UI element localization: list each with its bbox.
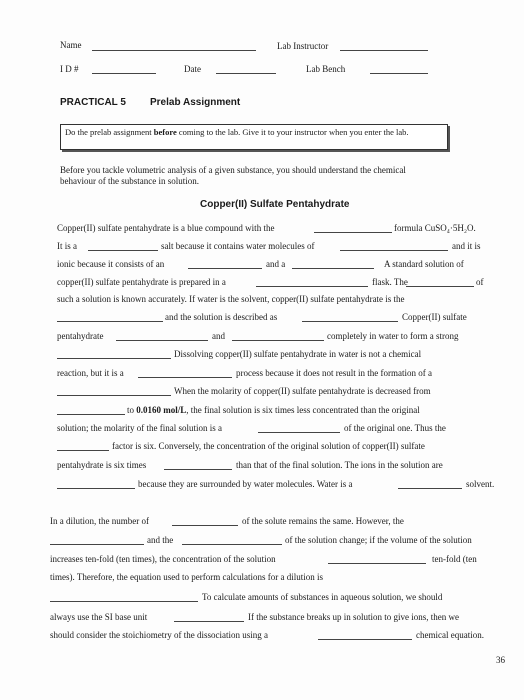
blank-dilution[interactable]	[57, 450, 109, 451]
blank-water-of[interactable]	[340, 250, 448, 251]
blank-concentration[interactable]	[182, 544, 282, 545]
p1-line7-c: completely in water to form a strong	[327, 331, 459, 341]
blank-solvent-type[interactable]	[398, 488, 462, 489]
blank-fraction[interactable]	[258, 432, 340, 433]
p1-line10: When the molarity of copper(II) sulfate pentahydrate is decreased from	[174, 386, 431, 396]
blank-equation-type[interactable]	[318, 639, 412, 640]
p1-line6-a: and the solution is described as	[165, 312, 278, 322]
blank-dilution-equation[interactable]	[50, 601, 198, 602]
blank-electrolyte[interactable]	[57, 358, 171, 359]
p1-line5: such a solution is known accurately. If water is the solvent, copper(II) sulfate pentahydrate is the	[57, 294, 405, 304]
p1-line2-b: salt because it contains water molecules of	[161, 241, 315, 251]
date-label: Date	[184, 64, 201, 74]
blank-moles[interactable]	[172, 525, 238, 526]
blank-solute[interactable]	[57, 321, 163, 322]
p2-line6-a: always use the SI base unit	[50, 612, 148, 622]
p2-line7-a: should consider the stoichiometry of the dissociation using a	[50, 630, 268, 640]
p1-line12-a: solution; the molarity of the final solution is a	[57, 423, 222, 433]
p1-line2-a: It is a	[57, 241, 77, 251]
p2-line6-b: If the substance breaks up in solution to give ions, then we	[248, 612, 459, 622]
p1-line1-a: Copper(II) sulfate pentahydrate is a blue compound with the	[57, 223, 275, 233]
section-title: Copper(II) Sulfate Pentahydrate	[200, 199, 350, 210]
blank-solution-type[interactable]	[302, 321, 398, 322]
blank-dissociates[interactable]	[116, 340, 208, 341]
p1-line3-b: and a	[266, 259, 286, 269]
lab-instructor-label: Lab Instructor	[277, 41, 329, 51]
p2-line3-a: increases ten-fold (ten times), the concentration of the solution	[50, 554, 276, 564]
blank-ion-1[interactable]	[188, 268, 262, 269]
name-blank[interactable]	[92, 50, 256, 51]
blank-volume[interactable]	[50, 544, 144, 545]
p1-line15-a: because they are surrounded by water molecules. Water is a	[138, 479, 353, 489]
instruction-text: Do the prelab assignment before coming to the lab. Give it to your instructor when you enter the lab.	[65, 127, 409, 137]
blank-salt-type[interactable]	[88, 250, 158, 251]
p1-line9-b: process because it does not result in the formation of a	[236, 368, 432, 378]
lab-bench-blank[interactable]	[370, 73, 428, 74]
p1-line4-b: flask. The	[372, 277, 408, 287]
blank-original-molarity[interactable]	[57, 414, 125, 415]
p2-line1-a: In a dilution, the number of	[50, 516, 149, 526]
p2-line3-b: ten-fold (ten	[432, 554, 477, 564]
p1-line7-a: pentahydrate	[57, 331, 104, 341]
blank-new-substance[interactable]	[57, 395, 171, 396]
blank-greater[interactable]	[164, 469, 232, 470]
p1-line15-b: solvent.	[466, 479, 495, 489]
p2-line5: To calculate amounts of substances in aqueous solution, we should	[202, 592, 443, 602]
practical-number: PRACTICAL 5	[60, 97, 126, 108]
p1-line2-c: and it is	[452, 241, 481, 251]
p2-line7-b: chemical equation.	[416, 630, 484, 640]
p1-line14-b: than that of the final solution. The ions in the solution are	[236, 460, 443, 470]
p1-line3-c: A standard solution of	[384, 259, 464, 269]
blank-hydrated[interactable]	[57, 488, 135, 489]
lab-bench-label: Lab Bench	[306, 64, 346, 74]
id-label: I D #	[60, 64, 79, 74]
instruction-box	[60, 124, 448, 150]
id-blank[interactable]	[92, 73, 156, 74]
blank-quantity[interactable]	[406, 286, 474, 287]
p1-line6-b: Copper(II) sulfate	[402, 312, 467, 322]
p2-line2-b: of the solution change; if the volume of the solution	[285, 535, 472, 545]
lab-instructor-blank[interactable]	[340, 50, 428, 51]
p1-line1-b: formula CuSO₄·5H₂O.	[394, 223, 476, 233]
name-label: Name	[60, 40, 82, 50]
p1-line12-b: of the original one. Thus the	[344, 423, 446, 433]
date-blank[interactable]	[216, 73, 276, 74]
blank-decreases[interactable]	[328, 563, 426, 564]
p1-line3-a: ionic because it consists of an	[57, 259, 165, 269]
p1-line8: Dissolving copper(II) sulfate pentahydrate in water is not a chemical	[174, 349, 422, 359]
blank-ionizes[interactable]	[232, 340, 324, 341]
p1-line11: to 0.0160 mol/L, the final solution is six times less concentrated than the original	[127, 405, 420, 415]
blank-ion-2[interactable]	[292, 268, 374, 269]
p1-line4-a: copper(II) sulfate pentahydrate is prepared in a	[57, 277, 226, 287]
p2-line4: times). Therefore, the equation used to perform calculations for a dilution is	[50, 572, 324, 582]
intro-line-1: Before you tackle volumetric analysis of a given substance, you should understand the chemical	[60, 165, 406, 175]
blank-flask-type[interactable]	[256, 286, 368, 287]
p2-line2-a: and the	[147, 535, 174, 545]
p2-line1-b: of the solute remains the same. However, the	[242, 516, 404, 526]
p1-line13: factor is six. Conversely, the concentration of the original solution of copper(II) sulfate	[112, 441, 425, 451]
p1-line9-a: reaction, but it is a	[57, 368, 124, 378]
intro-line-2: behaviour of the substance in solution.	[60, 176, 199, 186]
p1-line4-c: of	[476, 277, 484, 287]
blank-compound-type[interactable]	[314, 232, 392, 233]
blank-process-type[interactable]	[138, 377, 232, 378]
page-number: 36	[496, 655, 505, 665]
p1-line14-a: pentahydrate is six times	[57, 460, 147, 470]
prelab-title: Prelab Assignment	[150, 97, 241, 108]
blank-si-unit[interactable]	[174, 621, 244, 622]
p1-line7-b: and	[212, 331, 225, 341]
